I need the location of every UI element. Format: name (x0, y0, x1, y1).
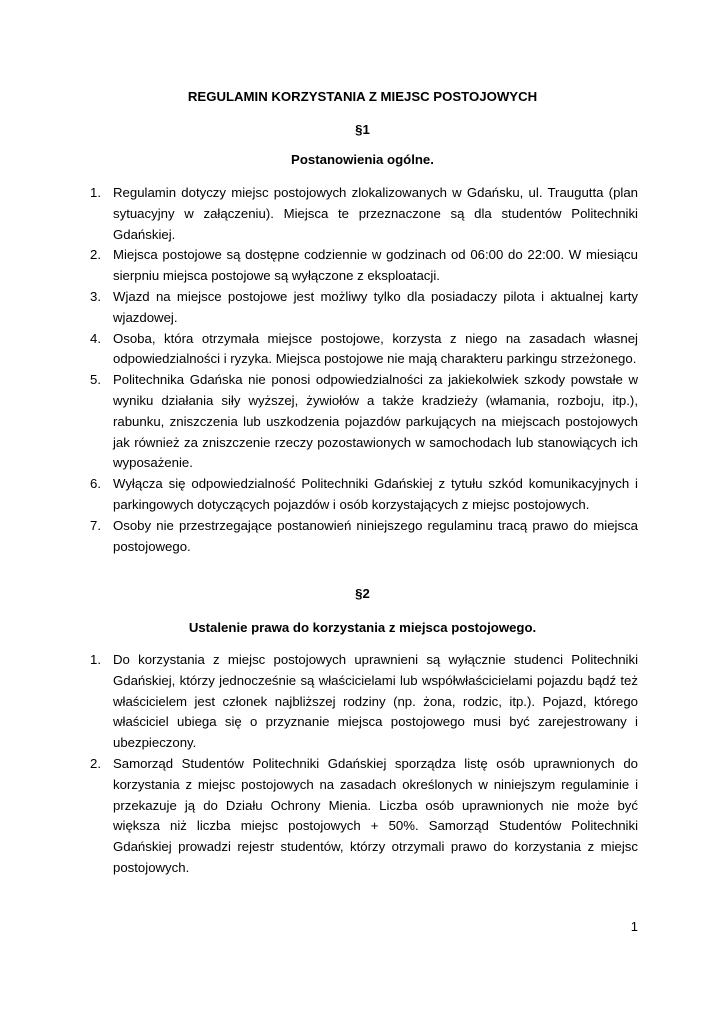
item-number: 1. (90, 185, 101, 200)
item-number: 5. (90, 372, 101, 388)
list-item (90, 287, 638, 329)
item-text: Osoba, która otrzymała miejsce postojowe, korzysta z niego na zasadach własnej odpowiedzialności i ryzyka. Miejsca postojowe nie mają charakteru parkingu strzeżonego. (113, 330, 638, 367)
page-number: 1 (630, 919, 638, 934)
section-2-symbol: §2 (355, 586, 370, 601)
item-number: 2. (90, 247, 101, 263)
item-number: 2. (90, 755, 101, 771)
section-2-list (90, 650, 638, 879)
item-text: Politechnika Gdańska nie ponosi odpowiedzialności za jakiekolwiek szkody powstałe w wyniku działania siły wyższej, żywiołów a także kradzieży (włamania, rozboju, itp.), rabunku, zniszczenia lub uszkodzenia pojazdów parkujących na miejscach postojowych jak również za zniszczenie rzeczy pozostawionych w samochodach lub stanowiących ich wyposażenie. (113, 372, 638, 471)
item-text: Wjazd na miejsce postojowe jest możliwy tylko dla posiadaczy pilota i aktualnej karty wjazdowej. (113, 288, 638, 325)
list-item (90, 650, 638, 754)
section-1-symbol: §1 (355, 122, 370, 137)
list-item (90, 245, 638, 287)
list-item (90, 183, 638, 245)
item-number: 4. (90, 330, 101, 346)
item-text: Osoby nie przestrzegające postanowień niniejszego regulaminu tracą prawo do miejsca postojowego. (113, 517, 638, 554)
section-1-heading: Postanowienia ogólne. (291, 152, 434, 167)
item-number: 6. (90, 476, 101, 492)
item-text: Regulamin dotyczy miejsc postojowych zlokalizowanych w Gdańsku, ul. Traugutta (plan sytuacyjny w załączeniu). Miejsca te przeznaczone są dla studentów Politechniki Gdańskiej. (113, 185, 638, 242)
list-item (90, 516, 638, 558)
item-text: Do korzystania z miejsc postojowych uprawnieni są wyłącznie studenci Politechniki Gdańskiej, którzy jednocześnie są właścicielami lub współwłaścicielami pojazdu bądź też właścicielem jest członek najbliższej rodziny (np. żona, rodzic, itp.). Pojazd, którego właściciel ubiega się o przyznanie miejsca postojowego musi być zarejestrowany i ubezpieczony. (113, 652, 638, 751)
section-1-list (90, 183, 638, 557)
item-text: Wyłącza się odpowiedzialność Politechniki Gdańskiej z tytułu szkód komunikacyjnych i parkingowych dotyczących pojazdów i osób korzystających z miejsc postojowych. (113, 476, 638, 512)
item-number: 7. (90, 517, 101, 533)
item-number: 3. (90, 288, 101, 304)
item-number: 1. (90, 652, 101, 667)
list-item (90, 370, 638, 474)
item-text: Samorząd Studentów Politechniki Gdańskiej sporządza listę osób uprawnionych do korzystania z miejsc postojowych na zasadach określonych w niniejszym regulaminie i przekazuje ją do Działu Ochrony Mienia. Liczba osób uprawnionych nie może być większa niż liczba miejsc postojowych + 50%. Samorząd Studentów Politechniki Gdańskiej prowadzi rejestr studentów, którzy otrzymali prawo do korzystania z miejsc postojowych. (113, 755, 638, 875)
list-item (90, 329, 638, 371)
list-item (90, 754, 638, 879)
item-text: Miejsca postojowe są dostępne codziennie w godzinach od 06:00 do 22:00. W miesiącu sierpniu miejsca postojowe są wyłączone z eksploatacji. (113, 247, 638, 284)
document-title: REGULAMIN KORZYSTANIA Z MIEJSC POSTOJOWYCH (187, 89, 538, 104)
list-item (90, 474, 638, 516)
section-2-heading: Ustalenie prawa do korzystania z miejsca postojowego. (188, 620, 537, 635)
